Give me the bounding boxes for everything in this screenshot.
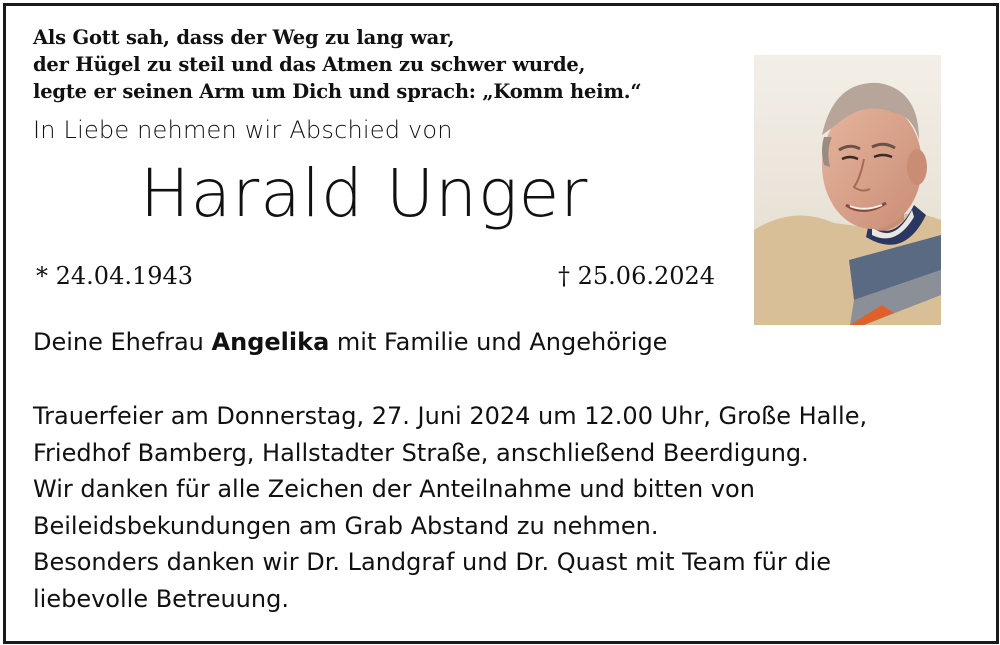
- poem-verse: [33, 24, 641, 105]
- family-suffix: mit Familie und Angehörige: [336, 328, 668, 356]
- deceased-name: Harald Unger: [140, 155, 589, 232]
- details-line: Friedhof Bamberg, Hallstadter Straße, anschließend Beerdigung.: [33, 438, 809, 467]
- portrait-photo: [754, 55, 941, 325]
- details-line: Trauerfeier am Donnerstag, 27. Juni 2024 um 12.00 Uhr, Große Halle,: [33, 402, 868, 430]
- poem-line: der Hügel zu steil und das Atmen zu schwer wurde,: [33, 53, 586, 76]
- details-line: Beileidsbekundungen am Grab Abstand zu nehmen.: [33, 511, 659, 540]
- poem-line: legte er seinen Arm um Dich und sprach: „Komm heim.“: [33, 80, 642, 103]
- death-date: † 25.06.2024: [558, 262, 716, 290]
- farewell-intro: In Liebe nehmen wir Abschied von: [33, 116, 453, 144]
- funeral-details: [33, 398, 867, 617]
- family-prefix: Deine Ehefrau: [33, 328, 204, 356]
- birth-date: * 24.04.1943: [36, 262, 194, 290]
- details-line: Besonders danken wir Dr. Landgraf und Dr. Quast mit Team für die: [33, 548, 832, 576]
- spouse-name: Angelika: [211, 328, 330, 356]
- family-line: [33, 328, 667, 356]
- portrait-illustration: [754, 55, 941, 325]
- details-line: liebevolle Betreuung.: [33, 584, 289, 613]
- details-line: Wir danken für alle Zeichen der Anteilnahme und bitten von: [33, 475, 755, 503]
- poem-line: Als Gott sah, dass der Weg zu lang war,: [33, 26, 455, 49]
